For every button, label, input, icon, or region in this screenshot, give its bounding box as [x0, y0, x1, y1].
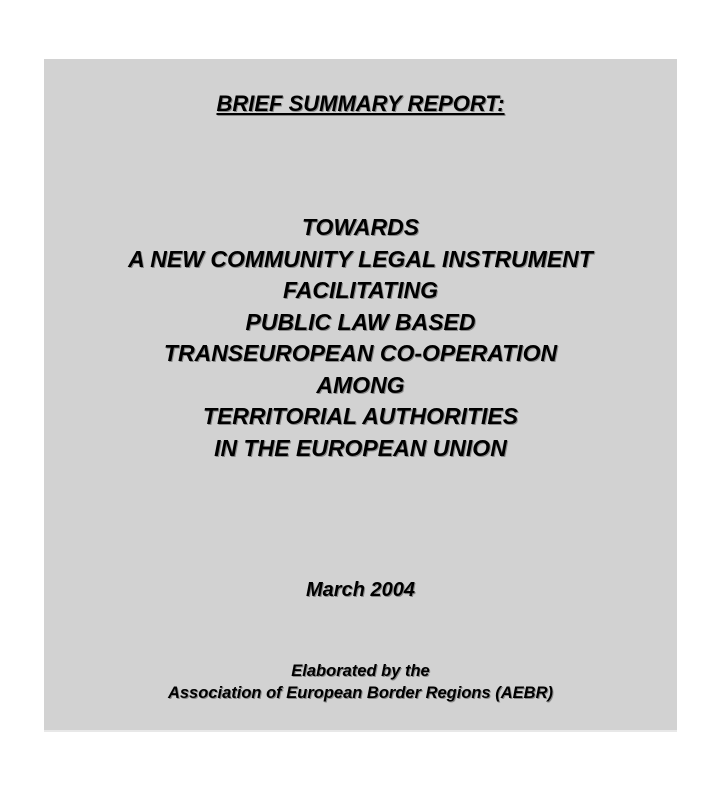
title-line: TERRITORIAL AUTHORITIES	[202, 403, 519, 429]
title-line: PUBLIC LAW BASED	[245, 308, 476, 335]
title-line: AMONG	[316, 371, 405, 398]
title-line: TRANSEUROPEAN CO-OPERATION	[163, 340, 558, 366]
author-credit	[44, 660, 677, 704]
title-line: TOWARDS	[301, 214, 420, 240]
title-line: FACILITATING	[282, 277, 438, 303]
cover-panel	[44, 59, 677, 732]
cover-divider	[44, 730, 677, 732]
report-type-heading: BRIEF SUMMARY REPORT:	[216, 91, 505, 116]
title-line: A NEW COMMUNITY LEGAL INSTRUMENT	[128, 245, 593, 272]
report-title	[44, 212, 677, 464]
organization-name: Association of European Border Regions (AEBR)	[167, 684, 554, 702]
credit-intro: Elaborated by the	[291, 662, 430, 680]
title-line: IN THE EUROPEAN UNION	[214, 434, 507, 461]
report-date: March 2004	[306, 579, 415, 601]
